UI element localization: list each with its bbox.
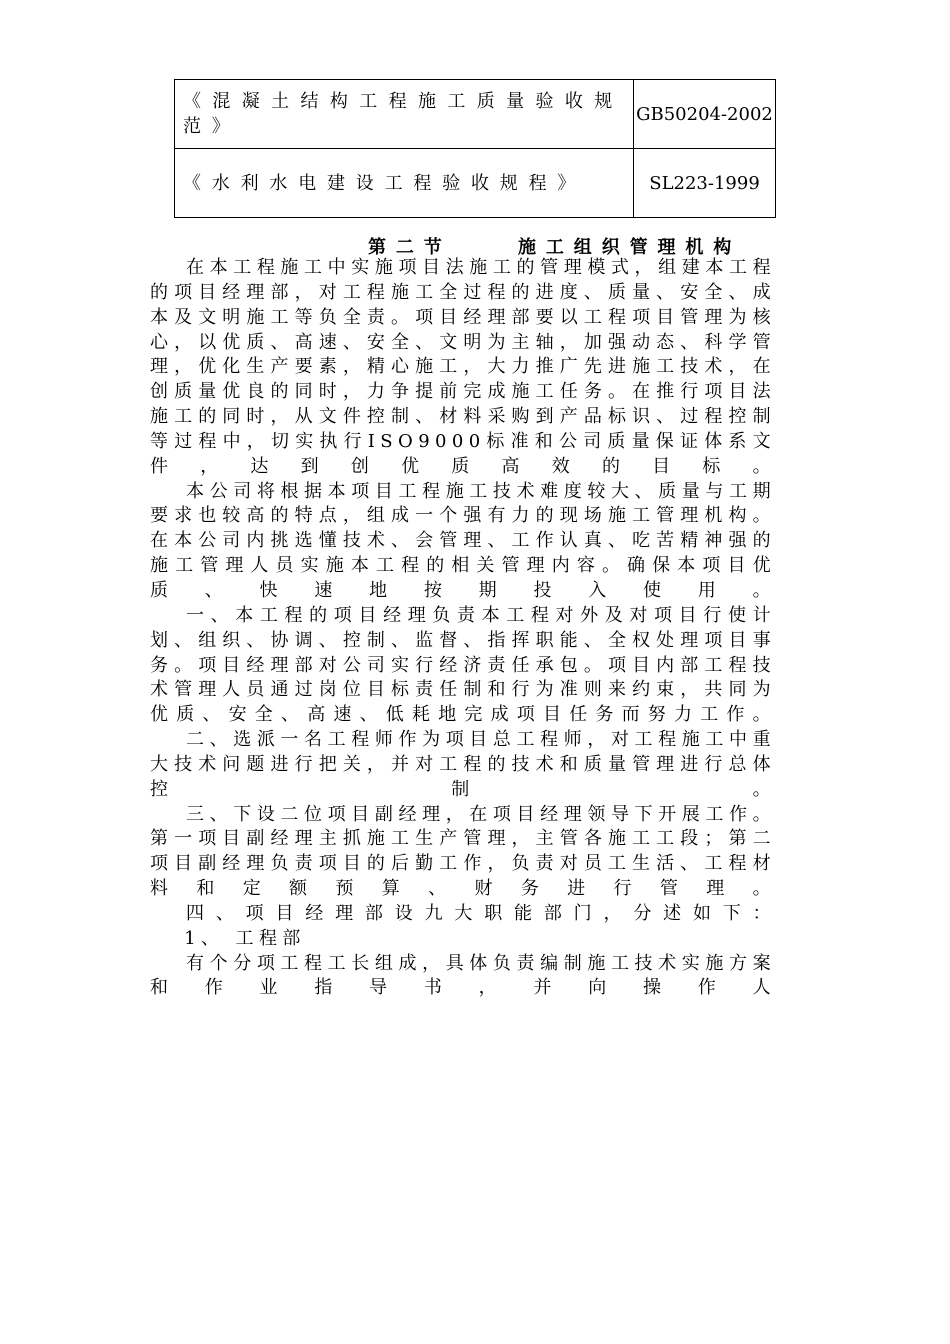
paragraph-deputy-managers: 三、下设二位项目副经理，在项目经理领导下开展工作。第一项目副经理主抓施工生产管理，主管各施工工段；第二项目副经理负责项目的后勤工作，负责对员工生活、工程材料和定额预算、财务进行管理。 <box>150 803 776 900</box>
standard-code: GB50204-2002 <box>634 80 776 149</box>
paragraph-chief-engineer: 二、选派一名工程师作为项目总工程师，对工程施工中重大技术问题进行把关，并对工程的技术和质量管理进行总体控制。 <box>150 729 776 800</box>
paragraph-departments: 四、项目经理部设九大职能部门，分述如下： <box>186 902 776 924</box>
paragraph-organization: 本公司将根据本项目工程施工技术难度较大、质量与工期要求也较高的特点，组成一个强有力的现场施工管理机构。在本公司内挑选懂技术、会管理、工作认真、吃苦精神强的施工管理人员实施本工程的相关管理内容。确保本项目优质、快速地按期投入使用。 <box>150 480 776 601</box>
document-body <box>150 256 776 1001</box>
standards-table <box>174 79 776 218</box>
standard-name: 《水利水电建设工程验收规程》 <box>175 149 634 218</box>
table-row <box>175 80 776 149</box>
section-number: 第二节 <box>368 237 452 258</box>
subheading-engineering-dept: 1、 工程部 <box>184 927 306 949</box>
paragraph-engineering-dept: 有个分项工程工长组成，具体负责编制施工技术实施方案和作业指导书，并向操作人 <box>150 952 776 999</box>
standard-name: 《混凝土结构工程施工质量验收规范》 <box>175 80 634 149</box>
paragraph-project-manager: 一、本工程的项目经理负责本工程对外及对项目行使计划、组织、协调、控制、监督、指挥职能、全权处理项目事务。项目经理部对公司实行经济责任承包。项目内部工程技术管理人员通过岗位目标责任制和行为准则来约束，共同为优质、安全、高速、低耗地完成项目任务而努力工作。 <box>150 604 776 726</box>
table-row <box>175 149 776 218</box>
section-title: 施工组织管理机构 <box>518 237 742 258</box>
paragraph-management-mode: 在本工程施工中实施项目法施工的管理模式，组建本工程的项目经理部，对工程施工全过程的进度、质量、安全、成本及文明施工等负全责。项目经理部要以工程项目管理为核心，以优质、高速、安全、文明为主轴，加强动态、科学管理，优化生产要素，精心施工，大力推广先进施工技术，在创质量优良的同时，力争提前完成施工任务。在推行项目法施工的同时，从文件控制、材料采购到产品标识、过程控制等过程中，切实执行ISO9000标准和公司质量保证体系文件，达到创优质高效的目标。 <box>150 257 776 477</box>
standard-code: SL223-1999 <box>634 149 776 218</box>
